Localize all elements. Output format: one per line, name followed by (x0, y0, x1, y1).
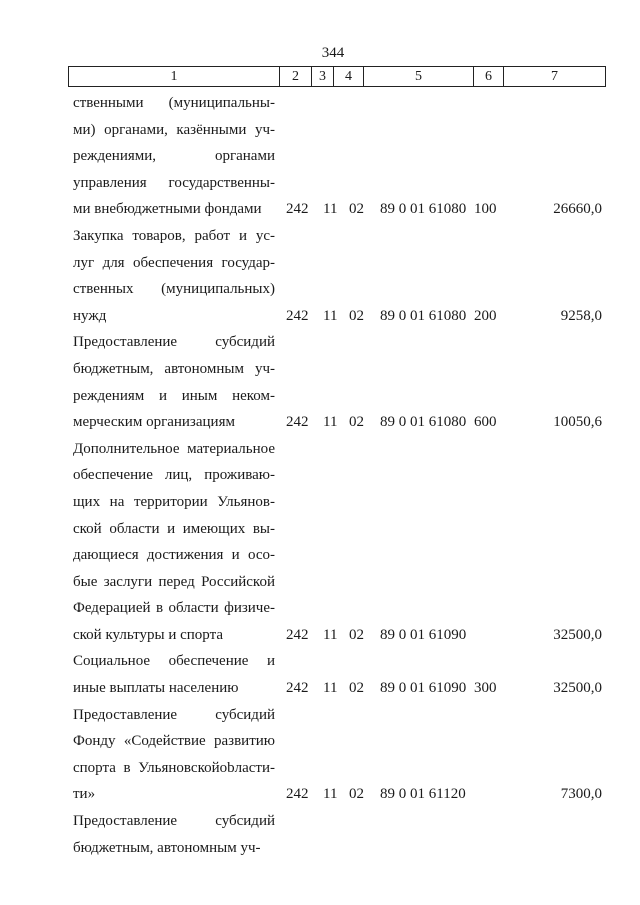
expense-type: 300 (474, 680, 497, 697)
target-article: 89 0 01 61090 (380, 680, 467, 697)
expense-type: 200 (474, 307, 497, 324)
header-col-7: 7 (503, 67, 605, 86)
table-row (0, 436, 640, 649)
section-code: 11 (323, 307, 338, 324)
subsection-code: 02 (349, 414, 364, 431)
target-article: 89 0 01 61120 (380, 786, 466, 803)
amount: 9258,0 (560, 307, 602, 324)
expense-type: 100 (474, 201, 497, 218)
row-values (0, 196, 640, 223)
description-line: ми) органами, казёнными уч- (73, 121, 275, 138)
section-code: 11 (323, 786, 338, 803)
description-line: управления государственны- (73, 174, 275, 191)
description-line: Дополнительное материальное (73, 440, 275, 457)
admin-code: 242 (286, 786, 309, 803)
header-col-4: 4 (333, 67, 363, 86)
description-line: Социальное обеспечение и (73, 653, 275, 670)
description-line: Предоставление субсидий (73, 706, 275, 723)
row-values (0, 409, 640, 436)
header-col-3: 3 (311, 67, 333, 86)
description-line: спорта в Ульяновскойobласти- (73, 759, 275, 776)
description-line: бюджетным, автономным уч- (73, 839, 261, 856)
admin-code: 242 (286, 680, 309, 697)
table-row (0, 90, 640, 223)
description-line: мерческим организациям (73, 414, 235, 431)
admin-code: 242 (286, 414, 309, 431)
table-row (0, 648, 640, 701)
header-col-2: 2 (279, 67, 311, 86)
admin-code: 242 (286, 307, 309, 324)
row-description (73, 436, 275, 649)
row-values (0, 835, 640, 862)
row-values (0, 781, 640, 808)
description-line: бые заслуги перед Российской (73, 573, 275, 590)
description-line: ми внебюджетными фондами (73, 201, 262, 218)
description-line: бюджетным, автономным уч- (73, 360, 275, 377)
row-values (0, 303, 640, 330)
expense-type: 600 (474, 414, 497, 431)
section-code: 11 (323, 414, 338, 431)
table-row (0, 223, 640, 329)
subsection-code: 02 (349, 307, 364, 324)
amount: 7300,0 (560, 786, 602, 803)
section-code: 11 (323, 201, 338, 218)
description-line: иные выплаты населению (73, 680, 239, 697)
description-line: обеспечение лиц, проживаю- (73, 467, 275, 484)
row-values (0, 675, 640, 702)
admin-code: 242 (286, 626, 309, 643)
description-line: ственных (муниципальных) (73, 281, 275, 298)
subsection-code: 02 (349, 626, 364, 643)
description-line: нужд (73, 307, 107, 324)
target-article: 89 0 01 61080 (380, 201, 467, 218)
description-line: Закупка товаров, работ и ус- (73, 227, 275, 244)
amount: 32500,0 (553, 626, 602, 643)
subsection-code: 02 (349, 201, 364, 218)
section-code: 11 (323, 680, 338, 697)
description-line: щих на территории Ульянов- (73, 493, 275, 510)
description-line: ти» (73, 786, 96, 803)
description-line: луг для обеспечения государ- (73, 254, 275, 271)
table-row (0, 702, 640, 808)
description-line: ской культуры и спорта (73, 626, 223, 643)
description-line: дающиеся достижения и осо- (73, 547, 275, 564)
page-number: 344 (321, 45, 345, 61)
description-line: Предоставление субсидий (73, 334, 275, 351)
amount: 32500,0 (553, 680, 602, 697)
amount: 26660,0 (553, 201, 602, 218)
header-col-1: 1 (170, 69, 178, 84)
description-line: реждениями, органами (73, 148, 275, 165)
amount: 10050,6 (553, 414, 602, 431)
description-line: реждениям и иным неком- (73, 387, 275, 404)
description-line: ской области и имеющих вы- (73, 520, 275, 537)
target-article: 89 0 01 61080 (380, 414, 467, 431)
table-row (0, 808, 640, 861)
section-code: 11 (323, 626, 338, 643)
subsection-code: 02 (349, 786, 364, 803)
description-line: Фонду «Содействие развитию (73, 733, 275, 750)
target-article: 89 0 01 61090 (380, 626, 467, 643)
description-line: ственными (муниципальны- (73, 95, 275, 111)
table-body (0, 90, 640, 861)
description-line: Федерацией в области физиче- (73, 600, 275, 617)
subsection-code: 02 (349, 680, 364, 697)
table-row (0, 329, 640, 435)
target-article: 89 0 01 61080 (380, 307, 467, 324)
row-values (0, 622, 640, 649)
description-line: Предоставление субсидий (73, 813, 275, 830)
table-header (68, 66, 606, 87)
header-col-6: 6 (473, 67, 503, 86)
admin-code: 242 (286, 201, 309, 218)
header-col-5: 5 (363, 67, 473, 86)
